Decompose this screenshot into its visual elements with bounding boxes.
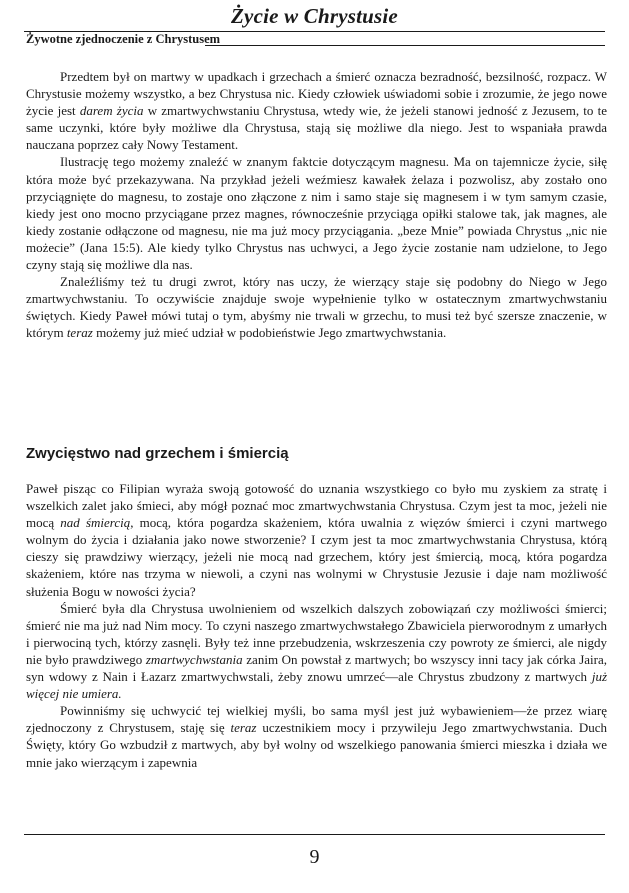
section1-body [26,68,607,342]
section-label-rule [205,45,605,46]
page-number: 9 [309,846,320,868]
section2-body [26,480,607,771]
emphasis: teraz [66,325,93,341]
emphasis: już więcej nie umiera. [26,669,607,702]
section-heading: Zwycięstwo nad grzechem i śmiercią [26,445,289,462]
paragraph: Powinniśmy się uchwycić tej wielkiej myśli, bo sama myśl jest już wybawieniem—że przez wiarę zjednoczony z Chrystusem, staję się teraz uczestnikiem mocy i przywileju Jego zmartwychwstania. Duch Święty, który Go wzbudził z martwych, aby był wolny od wszelkiego panowania śmierci mieszka i działa we mnie jako wierzącym i zapewnia [26,703,607,770]
paragraph: Śmierć była dla Chrystusa uwolnieniem od wszelkich dalszych zobowiązań czy możliwości śmierci; śmierć nie ma już nad Nim mocy. To czyni naszego zmartwychwstałego Zbawiciela pierworodnym z umarłych i pierwociną tych, którzy zasnęli. Były też inne przebudzenia, wskrzeszenia czy powroty ze śmierci, ale nigdy nie było prawdziwego zmartwychwstania zanim On powstał z martwych; bo wszyscy inni tacy jak córka Jaira, syn wdowy z Nain i Łazarz zmartwychwstali, żeby znowu umrzeć—ale Chrystus zbudzony z martwych już więcej nie umiera. [26,600,607,702]
paragraph: Ilustrację tego możemy znaleźć w znanym faktcie dotyczącym magnesu. Ma on tajemnicze życie, siłę która może być przekazywana. Na przykład jeżeli weźmiesz kawałek żelaza i pozwolisz, aby zostało ono przyciągnięte do magnesu, to zostaje ono złączone z nim i samo staje się magnesem i w tym samym czasie, kiedy jest ono mocno przyciągane przez magnes, równocześnie przyciąga opiłki stalowe tak, jak magnes, ale kiedy zostanie odłączone od magnesu, nie ma już mocy przyciągania. „beze Mnie” powiada Chrystus „nic nie możecie” (Jana 15:5). Ale kiedy tylko Chrystus nas uchwyci, a Jego życie zostanie nam udzielone, to Jego czyny stają się możliwe dla nas. [26,154,607,273]
emphasis: nad śmiercią [60,515,131,531]
emphasis: teraz [230,720,257,736]
footer-rule [24,834,605,835]
page-header-title: Życie w Chrystusie [231,4,398,28]
emphasis: darem życia [79,103,144,119]
paragraph: Przedtem był on martwy w upadkach i grzechach a śmierć oznacza bezradność, bezsilność, rozpacz. W Chrystusie możemy wszystko, a bez Chrystusa nic. Kiedy człowiek uświadomi sobie i zrozumie, że jego nowe życie jest darem życia w zmartwychwstaniu Chrystusa, wtedy wie, że jeżeli stanowi jedność z Jezusem, to te same uczynki, które były możliwe dla Chrystusa, stają się możliwe dla niego. Jest to wspaniała prawda nauczana poprzez cały Nowy Testament. [26,69,607,153]
emphasis: zmartwychwstania [145,651,243,667]
section-label: Żywotne zjednoczenie z Chrystusem [26,32,221,46]
paragraph: Paweł pisząc co Filipian wyraża swoją gotowość do uznania wszystkiego co było mu zyskiem za stratę i wszelkich zalet jako śmieci, aby mógł poznać moc zmartwychwstania Chrystusa. Czym jest ta moc, jeżeli nie mocą nad śmiercią, mocą, która pogardza skażeniem, która uwalnia z więzów śmierci i czyni martwego wolnym do życia i działania jako nowe stworzenie? I czym jest ta moc zmartwychwstania Chrystusa, którą cieszy się prawdziwy wierzący, jeżeli nie mocą nad grzechem, który jest śmiercią, mocą, która pogardza skażeniem, które nas trzyma w niewoli, a czyni nas wolnymi w Chrystusie Jezusie i daje nam możliwość służenia Bogu w nowości życia? [26,481,607,599]
paragraph: Znaleźliśmy też tu drugi zwrot, który nas uczy, że wierzący staje się podobny do Niego w Jego zmartwychwstaniu. To oczywiście znajduje swoje wypełnienie tylko w ostatecznym zmartwychwstaniu świętych. Kiedy Paweł mówi tutaj o tym, abyśmy nie trwali w grzechu, to musi też być szersze znaczenie, w którym teraz możemy już mieć udział w podobieństwie Jego zmartwychwstania. [26,274,607,341]
